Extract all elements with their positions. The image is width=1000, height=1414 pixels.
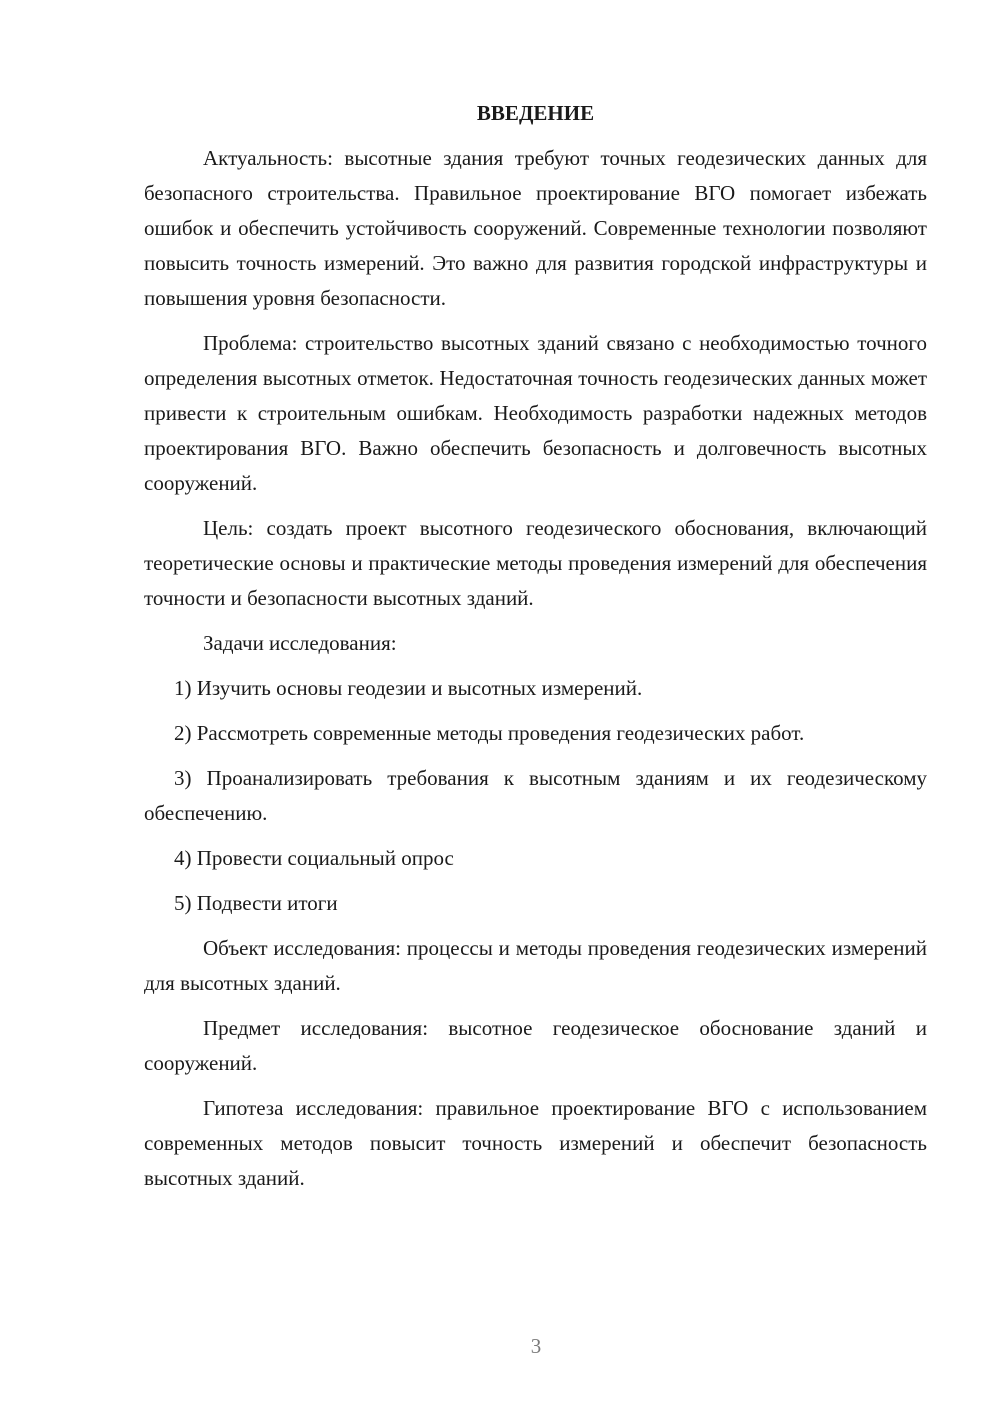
paragraph-problem: Проблема: строительство высотных зданий связано с необходимостью точного определения высотных отметок. Недостаточная точность геодезических данных может привести к строительным ошибкам. Необходимость разработки надежных методов проектирования ВГО. Важно обеспечить безопасность и долговечность высотных сооружений. (144, 331, 927, 495)
task-item-3: 3) Проанализировать требования к высотным зданиям и их геодезическому обеспечению. (144, 766, 927, 825)
task-item-5: 5) Подвести итоги (174, 891, 338, 915)
page-content (144, 96, 927, 1206)
task-item-1: 1) Изучить основы геодезии и высотных измерений. (174, 676, 643, 700)
task-item-4: 4) Провести социальный опрос (174, 846, 454, 870)
section-heading: ВВЕДЕНИЕ (476, 101, 595, 125)
task-item-2: 2) Рассмотреть современные методы проведения геодезических работ. (174, 721, 805, 745)
paragraph-goal: Цель: создать проект высотного геодезического обоснования, включающий теоретические основы и практические методы проведения измерений для обеспечения точности и безопасности высотных зданий. (144, 516, 927, 610)
paragraph-subject: Предмет исследования: высотное геодезическое обоснование зданий и сооружений. (144, 1016, 927, 1075)
paragraph-tasks-intro: Задачи исследования: (203, 631, 397, 655)
page-number: 3 (530, 1334, 542, 1358)
paragraph-object: Объект исследования: процессы и методы проведения геодезических измерений для высотных зданий. (144, 936, 927, 995)
paragraph-relevance: Актуальность: высотные здания требуют точных геодезических данных для безопасного строительства. Правильное проектирование ВГО помогает избежать ошибок и обеспечить устойчивость сооружений. Современные технологии позволяют повысить точность измерений. Это важно для развития городской инфраструктуры и повышения уровня безопасности. (144, 146, 927, 310)
paragraph-hypothesis: Гипотеза исследования: правильное проектирование ВГО с использованием современных методов повысит точность измерений и обеспечит безопасность высотных зданий. (144, 1096, 927, 1190)
